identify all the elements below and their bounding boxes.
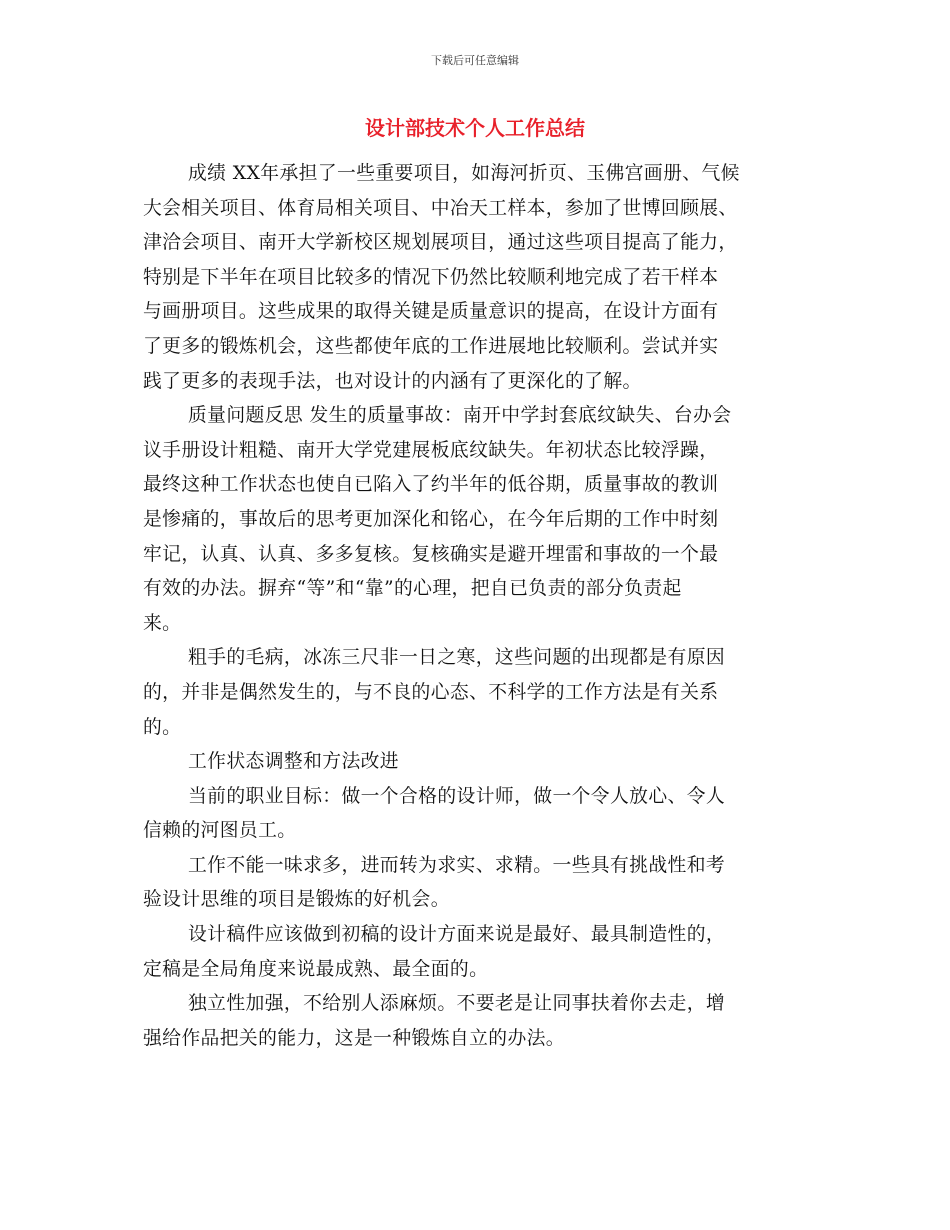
body-line: 工作不能一味求多，进而转为求实、求精。一些具有挑战性和考 xyxy=(188,854,726,876)
body-line: 定稿是全局角度来说最成熟、最全面的。 xyxy=(143,958,489,980)
body-line: 粗手的毛病，冰冻三尺非一日之寒，这些问题的出现都是有原因 xyxy=(188,647,726,669)
body-line: 的。 xyxy=(143,716,182,738)
body-line: 特别是下半年在项目比较多的情况下仍然比较顺利地完成了若干样本 xyxy=(143,266,719,288)
body-line: 津洽会项目、南开大学新校区规划展项目，通过这些项目提高了能力， xyxy=(143,232,738,254)
section-heading: 工作状态调整和方法改进 xyxy=(188,751,399,773)
body-line: 当前的职业目标：做一个合格的设计师，做一个令人放心、令人 xyxy=(188,785,726,807)
body-line: 牢记，认真、认真、多多复核。复核确实是避开埋雷和事故的一个最 xyxy=(143,543,719,565)
body-line: 的，并非是偶然发生的，与不良的心态、不科学的工作方法是有关系 xyxy=(143,681,719,703)
body-line: 践了更多的表现手法，也对设计的内涵有了更深化的了解。 xyxy=(143,370,642,392)
body-line: 设计稿件应该做到初稿的设计方面来说是最好、最具制造性的， xyxy=(188,924,726,946)
body-line: 来。 xyxy=(143,612,182,634)
body-line: 是惨痛的，事故后的思考更加深化和铭心，在今年后期的工作中时刻 xyxy=(143,508,719,530)
body-line: 了更多的锻炼机会，这些都使年底的工作进展地比较顺利。尝试并实 xyxy=(143,335,719,357)
body-line: 信赖的河图员工。 xyxy=(143,820,297,842)
body-line: 成绩 XX年承担了一些重要项目，如海河折页、玉佛宫画册、气候 xyxy=(188,163,740,184)
document-body xyxy=(143,157,803,1056)
body-line: 与画册项目。这些成果的取得关键是质量意识的提高，在设计方面有 xyxy=(143,301,719,323)
body-line: 议手册设计粗糙、南开大学党建展板底纹缺失。年初状态比较浮躁， xyxy=(143,439,719,461)
body-line: 有效的办法。摒弃“等”和“靠”的心理，把自已负责的部分负责起 xyxy=(143,578,682,600)
body-line: 强给作品把关的能力，这是一种锻炼自立的办法。 xyxy=(143,1027,565,1049)
body-line: 质量问题反思 发生的质量事故：南开中学封套底纹缺失、台办会 xyxy=(188,405,732,427)
body-line: 独立性加强，不给别人添麻烦。不要老是让同事扶着你去走，增 xyxy=(188,993,726,1015)
document-title: 设计部技术个人工作总结 xyxy=(365,116,585,140)
body-line: 验设计思维的项目是锻炼的好机会。 xyxy=(143,889,450,911)
page-header-note: 下载后可任意编辑 xyxy=(431,54,519,67)
body-line: 大会相关项目、体育局相关项目、中冶天工样本，参加了世博回顾展、 xyxy=(143,197,738,219)
body-line: 最终这种工作状态也使自已陷入了约半年的低谷期，质量事故的教训 xyxy=(143,474,719,496)
